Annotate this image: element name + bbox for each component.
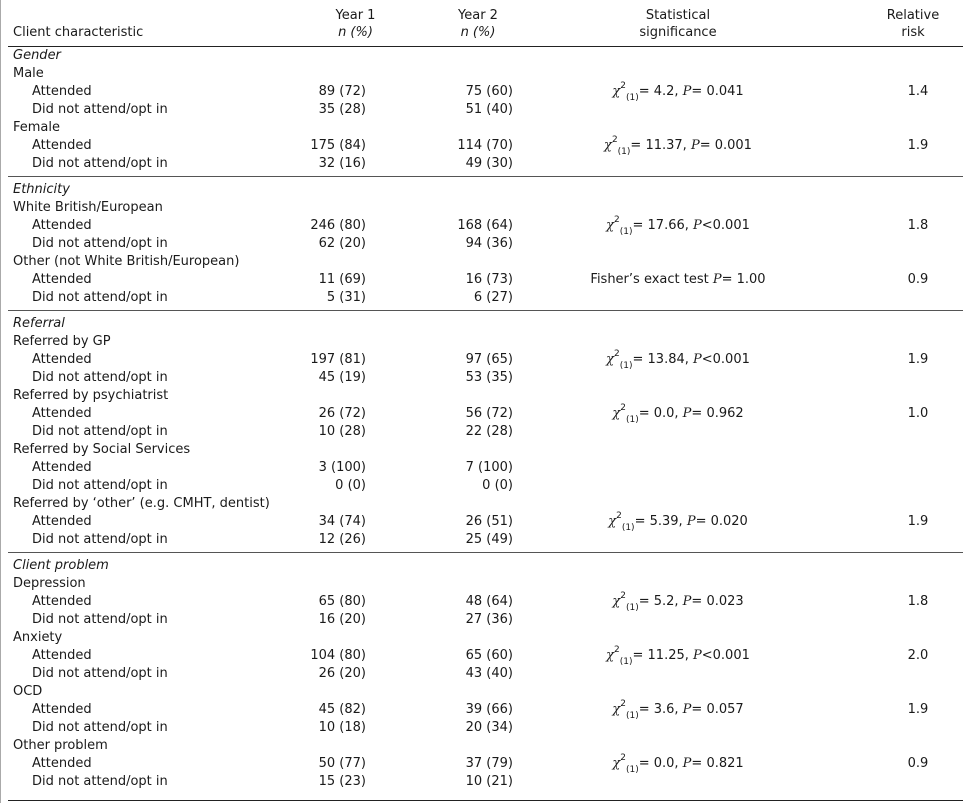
empty-cell (543, 719, 813, 737)
year2-attended-value: 7 (100) (465, 460, 513, 475)
empty-cell (543, 531, 813, 553)
group-row (8, 495, 963, 513)
year2-did-not-attend-value: 51 (40) (465, 102, 513, 117)
chi-value: = 11.25, (632, 648, 694, 663)
year2-attended-value: 114 (70) (457, 138, 513, 153)
year2-attended-value: 39 (66) (465, 702, 513, 717)
did-not-attend-row (8, 423, 963, 441)
year1-attended-value: 89 (72) (318, 84, 366, 99)
p-value: = 0.001 (699, 138, 752, 153)
year2-did-not-attend-value: 6 (27) (413, 289, 543, 311)
did-not-attend-row (8, 101, 963, 119)
empty-cell (813, 611, 963, 629)
chi-subscript: (1) (625, 602, 639, 613)
did-not-attend-row (8, 773, 963, 791)
did-not-attend-row (8, 477, 963, 495)
attended-row (8, 405, 963, 423)
chi-value: = 4.2, (638, 84, 683, 99)
chi-subscript: (1) (625, 710, 639, 721)
year2-did-not-attend-value: 43 (40) (465, 666, 513, 681)
year2-did-not-attend-value: 25 (49) (413, 531, 543, 553)
group-label: Other problem (13, 738, 108, 753)
fisher-test-label: Fisher’s exact test (590, 272, 713, 287)
year1-did-not-attend-value: 62 (20) (318, 236, 366, 251)
did-not-attend-label: Did not attend/opt in (32, 236, 168, 251)
p-value: = 0.821 (691, 756, 744, 771)
year2-did-not-attend-value: 10 (21) (465, 774, 513, 789)
p-symbol: P (682, 84, 692, 99)
chi-symbol: χ (612, 756, 621, 771)
statistical-significance-cell (543, 271, 813, 289)
statistical-significance-cell (543, 402, 813, 425)
empty-cell (813, 773, 963, 791)
chi-value: = 13.84, (632, 352, 694, 367)
did-not-attend-row (8, 235, 963, 253)
group-row (8, 199, 963, 217)
did-not-attend-row (8, 665, 963, 683)
attended-row (8, 83, 963, 101)
header-relative-risk: Relative risk (813, 0, 963, 47)
empty-cell (813, 235, 963, 253)
chi-superscript: 2 (620, 698, 626, 709)
section-title-row (8, 177, 963, 200)
did-not-attend-row (8, 155, 963, 177)
group-row (8, 441, 963, 459)
empty-cell (543, 773, 813, 791)
year2-did-not-attend-value: 22 (28) (465, 424, 513, 439)
section-title-row (8, 311, 963, 334)
chi-symbol: χ (612, 84, 621, 99)
did-not-attend-label: Did not attend/opt in (32, 666, 168, 681)
attendance-table (8, 0, 963, 791)
attended-label: Attended (32, 594, 92, 609)
year1-attended-value: 45 (82) (318, 702, 366, 717)
year2-attended-value: 75 (60) (465, 84, 513, 99)
group-row (8, 65, 963, 83)
chi-value: = 0.0, (638, 756, 683, 771)
did-not-attend-label: Did not attend/opt in (32, 720, 168, 735)
group-row (8, 333, 963, 351)
year2-did-not-attend-value: 27 (36) (465, 612, 513, 627)
attended-label: Attended (32, 352, 92, 367)
year1-attended-value: 11 (69) (318, 272, 366, 287)
group-label: Other (not White British/European) (13, 254, 240, 269)
p-value: <0.001 (701, 218, 750, 233)
year2-attended-value: 48 (64) (465, 594, 513, 609)
chi-value: = 17.66, (632, 218, 694, 233)
statistical-significance-cell (543, 348, 813, 371)
chi-superscript: 2 (620, 752, 626, 763)
section-title: Referral (13, 316, 65, 331)
p-symbol: P (682, 756, 692, 771)
year1-attended-value: 104 (80) (310, 648, 366, 663)
chi-subscript: (1) (625, 92, 639, 103)
p-value: = 0.041 (691, 84, 744, 99)
chi-value: = 3.6, (638, 702, 683, 717)
did-not-attend-label: Did not attend/opt in (8, 531, 298, 553)
year1-attended-value: 246 (80) (310, 218, 366, 233)
chi-subscript: (1) (619, 360, 633, 371)
group-label: Female (13, 120, 61, 135)
group-label: Referred by GP (13, 334, 111, 349)
statistical-significance-cell (543, 459, 813, 477)
chi-symbol: χ (612, 406, 621, 421)
attended-label: Attended (32, 460, 92, 475)
relative-risk-value: 1.9 (907, 514, 929, 529)
statistical-significance-cell (543, 590, 813, 613)
chi-superscript: 2 (611, 134, 618, 145)
year2-attended-value: 97 (65) (465, 352, 513, 367)
section-title: Gender (13, 48, 61, 63)
empty-cell (543, 369, 813, 387)
chi-superscript: 2 (620, 402, 626, 413)
chi-superscript: 2 (620, 590, 626, 601)
empty-cell (543, 101, 813, 119)
year1-did-not-attend-value: 10 (18) (318, 720, 366, 735)
relative-risk-value: 1.9 (907, 138, 929, 153)
group-label: Anxiety (13, 630, 63, 645)
attended-label: Attended (32, 514, 92, 529)
attended-row (8, 647, 963, 665)
section-title: Client problem (13, 558, 109, 573)
group-label: Depression (13, 576, 86, 591)
group-row (8, 683, 963, 701)
p-symbol: P (682, 702, 692, 717)
section-title: Ethnicity (13, 182, 70, 197)
year1-did-not-attend-value: 5 (31) (298, 289, 413, 311)
chi-subscript: (1) (625, 414, 639, 425)
p-value: = 0.057 (691, 702, 744, 717)
attended-label: Attended (32, 406, 92, 421)
statistical-significance-cell (543, 80, 813, 103)
year2-did-not-attend-value: 53 (35) (465, 370, 513, 385)
p-symbol: P (693, 352, 702, 367)
year2-did-not-attend-value: 20 (34) (465, 720, 513, 735)
relative-risk-value: 0.9 (907, 756, 929, 771)
empty-cell (813, 665, 963, 683)
chi-superscript: 2 (620, 80, 626, 91)
empty-cell (543, 235, 813, 253)
empty-cell (543, 155, 813, 177)
empty-cell (813, 423, 963, 441)
empty-cell (813, 531, 963, 553)
chi-subscript: (1) (619, 226, 633, 237)
chi-symbol: χ (606, 352, 615, 367)
bottom-rule (8, 800, 963, 801)
year2-attended-value: 65 (60) (465, 648, 513, 663)
p-symbol: P (686, 514, 696, 529)
chi-superscript: 2 (614, 644, 620, 655)
year1-did-not-attend-value: 12 (26) (298, 531, 413, 553)
year1-did-not-attend-value: 15 (23) (318, 774, 366, 789)
year2-attended-value: 56 (72) (465, 406, 513, 421)
chi-value: = 11.37, (630, 138, 691, 153)
did-not-attend-label: Did not attend/opt in (32, 478, 168, 493)
did-not-attend-row (8, 719, 963, 737)
attended-row (8, 271, 963, 289)
chi-symbol: χ (606, 218, 615, 233)
group-label: OCD (13, 684, 43, 699)
attended-label: Attended (32, 702, 92, 717)
relative-risk-value: 2.0 (907, 648, 929, 663)
year2-did-not-attend-value: 94 (36) (465, 236, 513, 251)
p-value: = 0.023 (691, 594, 744, 609)
year1-attended-value: 50 (77) (318, 756, 366, 771)
section-title-row (8, 47, 963, 66)
relative-risk-value: 0.9 (907, 272, 929, 287)
year1-did-not-attend-value: 32 (16) (298, 155, 413, 177)
chi-symbol: χ (612, 702, 621, 717)
p-value: = 1.00 (721, 272, 766, 287)
attended-row (8, 351, 963, 369)
year2-attended-value: 16 (73) (465, 272, 513, 287)
group-row (8, 253, 963, 271)
year2-did-not-attend-value: 0 (0) (482, 478, 513, 493)
chi-value: = 5.2, (638, 594, 683, 609)
empty-cell (543, 611, 813, 629)
did-not-attend-label: Did not attend/opt in (32, 102, 168, 117)
empty-cell (813, 101, 963, 119)
group-label: Male (13, 66, 44, 81)
chi-subscript: (1) (617, 146, 631, 157)
empty-cell (543, 665, 813, 683)
section-title-row (8, 553, 963, 576)
p-value: = 0.962 (691, 406, 744, 421)
chi-subscript: (1) (625, 764, 639, 775)
left-border (0, 0, 1, 803)
p-symbol: P (693, 218, 702, 233)
relative-risk-value: 1.9 (907, 352, 929, 367)
attended-label: Attended (32, 218, 92, 233)
year1-attended-value: 197 (81) (310, 352, 366, 367)
group-row (8, 737, 963, 755)
attended-row (8, 593, 963, 611)
attended-row (8, 137, 963, 155)
empty-cell (813, 369, 963, 387)
attended-label: Attended (32, 84, 92, 99)
year1-attended-value: 65 (80) (318, 594, 366, 609)
chi-subscript: (1) (619, 656, 633, 667)
table-header (8, 0, 963, 47)
empty-cell (543, 477, 813, 495)
year1-did-not-attend-value: 26 (20) (318, 666, 366, 681)
year1-did-not-attend-value: 35 (28) (318, 102, 366, 117)
p-symbol: P (682, 406, 692, 421)
group-label: White British/European (13, 200, 163, 215)
attended-label: Attended (32, 648, 92, 663)
year2-attended-value: 26 (51) (465, 514, 513, 529)
did-not-attend-row (8, 611, 963, 629)
chi-value: = 5.39, (634, 514, 687, 529)
year1-did-not-attend-value: 16 (20) (318, 612, 366, 627)
did-not-attend-label: Did not attend/opt in (32, 370, 168, 385)
attended-row (8, 217, 963, 235)
empty-cell (543, 423, 813, 441)
statistical-significance-cell (543, 510, 813, 533)
relative-risk-value: 1.4 (907, 84, 929, 99)
chi-superscript: 2 (614, 214, 620, 225)
chi-superscript: 2 (616, 510, 622, 521)
relative-risk-value: 1.9 (907, 702, 929, 717)
attended-label: Attended (32, 756, 92, 771)
year1-attended-value: 34 (74) (318, 514, 366, 529)
year2-attended-value: 37 (79) (465, 756, 513, 771)
year2-attended-value: 168 (64) (457, 218, 513, 233)
statistical-significance-cell (543, 134, 813, 157)
p-symbol: P (682, 594, 692, 609)
chi-subscript: (1) (621, 522, 635, 533)
did-not-attend-row (8, 369, 963, 387)
p-value: = 0.020 (695, 514, 748, 529)
relative-risk-value: 1.8 (907, 218, 929, 233)
header-statistical-significance: Statistical significance (543, 0, 813, 47)
year1-did-not-attend-value: 10 (28) (318, 424, 366, 439)
p-value: <0.001 (701, 648, 750, 663)
did-not-attend-label: Did not attend/opt in (32, 424, 168, 439)
did-not-attend-label: Did not attend/opt in (8, 289, 298, 311)
did-not-attend-label: Did not attend/opt in (8, 155, 298, 177)
header-year-2: Year 2 n (%) (413, 0, 543, 47)
group-row (8, 629, 963, 647)
attended-row (8, 701, 963, 719)
attended-label: Attended (32, 138, 92, 153)
empty-cell (813, 477, 963, 495)
chi-value: = 0.0, (638, 406, 683, 421)
did-not-attend-row (8, 289, 963, 311)
header-year-1: Year 1 n (%) (298, 0, 413, 47)
group-label: Referred by ‘other’ (e.g. CMHT, dentist) (13, 496, 270, 511)
chi-symbol: χ (606, 648, 615, 663)
attended-label: Attended (32, 272, 92, 287)
p-symbol: P (693, 648, 702, 663)
year1-attended-value: 175 (84) (310, 138, 366, 153)
attended-row (8, 755, 963, 773)
chi-symbol: χ (612, 594, 621, 609)
empty-cell (813, 719, 963, 737)
did-not-attend-label: Did not attend/opt in (32, 612, 168, 627)
p-symbol: P (690, 138, 700, 153)
statistical-significance-cell (543, 644, 813, 667)
empty-cell (813, 289, 963, 311)
did-not-attend-label: Did not attend/opt in (32, 774, 168, 789)
chi-symbol: χ (608, 514, 617, 529)
group-row (8, 387, 963, 405)
table-body (8, 47, 963, 792)
did-not-attend-row (8, 531, 963, 553)
relative-risk-value: 1.0 (907, 406, 929, 421)
chi-superscript: 2 (614, 348, 620, 359)
header-client-characteristic: Client characteristic (8, 0, 298, 47)
statistical-significance-cell (543, 698, 813, 721)
relative-risk-value: 1.8 (907, 594, 929, 609)
empty-cell (813, 155, 963, 177)
empty-cell (543, 289, 813, 311)
p-value: <0.001 (701, 352, 750, 367)
year1-did-not-attend-value: 45 (19) (318, 370, 366, 385)
year1-did-not-attend-value: 0 (0) (335, 478, 366, 493)
attended-row (8, 513, 963, 531)
year1-attended-value: 26 (72) (318, 406, 366, 421)
relative-risk-value (813, 459, 963, 477)
chi-symbol: χ (604, 138, 612, 153)
year1-attended-value: 3 (100) (318, 460, 366, 475)
statistical-significance-cell (543, 752, 813, 775)
p-symbol: P (712, 272, 722, 287)
year2-did-not-attend-value: 49 (30) (413, 155, 543, 177)
group-row (8, 119, 963, 137)
statistical-significance-cell (543, 214, 813, 237)
group-label: Referred by psychiatrist (13, 388, 169, 403)
attended-row (8, 459, 963, 477)
group-row (8, 575, 963, 593)
group-label: Referred by Social Services (13, 442, 191, 457)
